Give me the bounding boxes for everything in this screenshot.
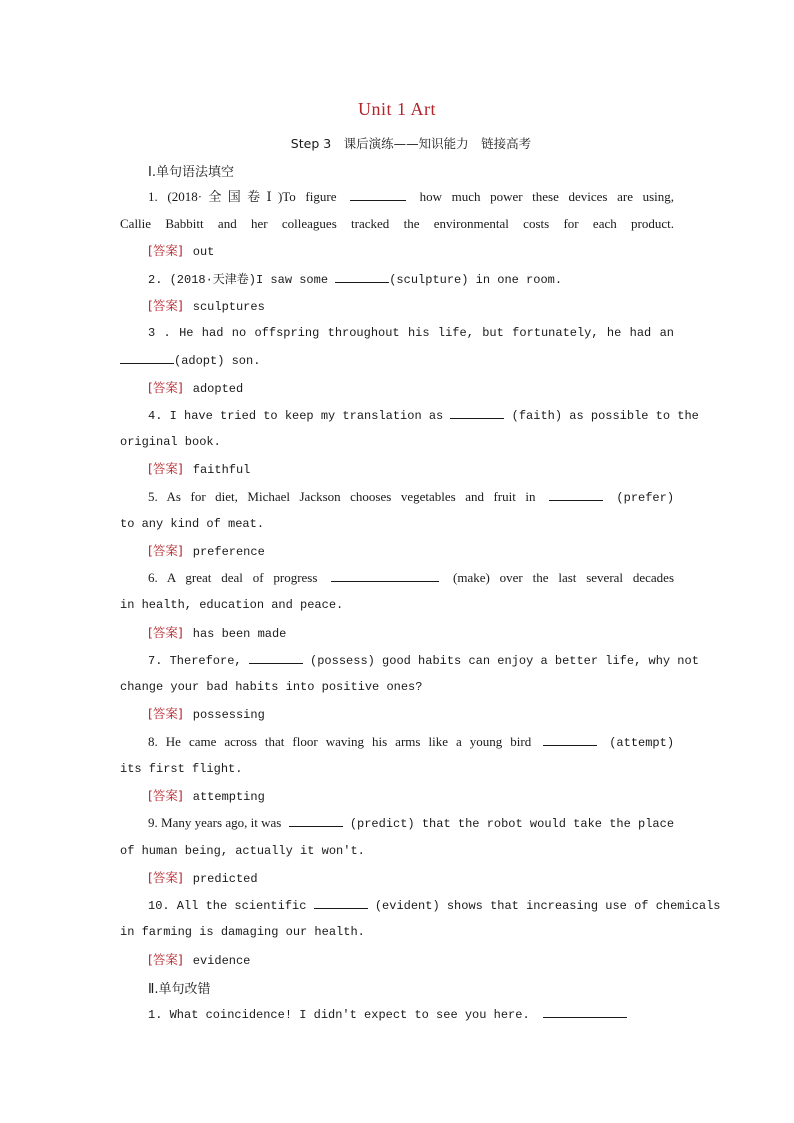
answer-row xyxy=(148,543,265,560)
answer-blank xyxy=(314,897,368,909)
question-1-line-1: 1. (2018·全国卷Ⅰ)To figure how much power these devices are using, xyxy=(148,189,674,204)
question-8-line-1: 8. He came across that floor waving his arms like a young bird (attempt) xyxy=(148,734,675,750)
answer-value: adopted xyxy=(192,382,244,396)
question-5-line-2: to any kind of meat. xyxy=(120,517,265,531)
answer-value: predicted xyxy=(192,872,258,886)
answer-row xyxy=(148,380,243,397)
question-3-line-1: 3 . He had no offspring throughout his life, but fortunately, he had an xyxy=(148,326,674,340)
answer-row xyxy=(148,788,265,805)
answer-row xyxy=(148,298,265,315)
answer-tag: [答案] xyxy=(148,788,183,803)
answer-tag: [答案] xyxy=(148,298,183,313)
page-title: Unit 1 Art xyxy=(357,99,436,119)
answer-row xyxy=(148,243,214,260)
answer-tag: [答案] xyxy=(148,461,183,476)
question-5-line-1: 5. As for diet, Michael Jackson chooses vegetables and fruit in (prefer) xyxy=(148,489,675,505)
question-9-line-1: 9. Many years ago, it was (predict) that the robot would take the place xyxy=(148,815,675,831)
answer-tag: [答案] xyxy=(148,952,183,967)
answer-blank xyxy=(289,815,343,827)
answer-row xyxy=(148,870,258,887)
answer-blank xyxy=(450,407,504,419)
answer-value: preference xyxy=(192,545,265,559)
question-7-line-1: 7. Therefore, (possess) good habits can enjoy a better life, why not xyxy=(148,654,699,668)
answer-row xyxy=(148,952,250,969)
answer-blank xyxy=(120,352,174,364)
answer-blank xyxy=(249,652,303,664)
answer-value: possessing xyxy=(192,708,265,722)
question-3-line-2: (adopt) son. xyxy=(120,352,674,369)
question-7-line-2: change your bad habits into positive ones? xyxy=(120,680,423,694)
page-subtitle: Step 3 课后演练——知识能力 链接高考 xyxy=(290,136,532,151)
answer-row xyxy=(148,706,265,723)
answer-value: out xyxy=(192,245,215,259)
answer-value: sculptures xyxy=(192,300,265,314)
question-4-line-1: 4. I have tried to keep my translation as (faith) as possible to the xyxy=(148,409,699,423)
question-2-line-1: 2. (2018·天津卷)I saw some (sculpture) in one room. xyxy=(148,273,563,287)
answer-blank xyxy=(543,734,597,746)
answer-blank xyxy=(350,189,406,201)
question-9-line-2: of human being, actually it won't. xyxy=(120,844,365,858)
question-6-line-1: 6. A great deal of progress (make) over the last several decades xyxy=(148,570,675,585)
question-1-line-2: Callie Babbitt and her colleagues tracked the environmental costs for each product. xyxy=(120,216,674,231)
question-10-line-2: in farming is damaging our health. xyxy=(120,925,365,939)
answer-value: evidence xyxy=(192,954,251,968)
question-6-line-2: in health, education and peace. xyxy=(120,598,344,612)
section-heading-correction: Ⅱ.单句改错 xyxy=(148,982,211,997)
answer-value: faithful xyxy=(192,463,251,477)
answer-tag: [答案] xyxy=(148,625,183,640)
answer-value: has been made xyxy=(192,627,287,641)
answer-tag: [答案] xyxy=(148,243,183,258)
answer-tag: [答案] xyxy=(148,380,183,395)
correction-1-line: 1. What coincidence! I didn't expect to see you here. xyxy=(148,1006,674,1023)
question-8-line-2: its first flight. xyxy=(120,762,243,776)
answer-blank xyxy=(549,489,603,501)
answer-value: attempting xyxy=(192,790,265,804)
answer-blank xyxy=(335,271,389,283)
answer-blank xyxy=(331,570,439,582)
answer-tag: [答案] xyxy=(148,870,183,885)
answer-tag: [答案] xyxy=(148,543,183,558)
answer-row xyxy=(148,461,250,478)
answer-blank xyxy=(543,1006,627,1018)
answer-row xyxy=(148,625,286,642)
section-heading-grammar: Ⅰ.单句语法填空 xyxy=(148,165,234,180)
question-10-line-1: 10. All the scientific (evident) shows that increasing use of chemicals xyxy=(148,899,721,913)
answer-tag: [答案] xyxy=(148,706,183,721)
question-4-line-2: original book. xyxy=(120,435,221,449)
